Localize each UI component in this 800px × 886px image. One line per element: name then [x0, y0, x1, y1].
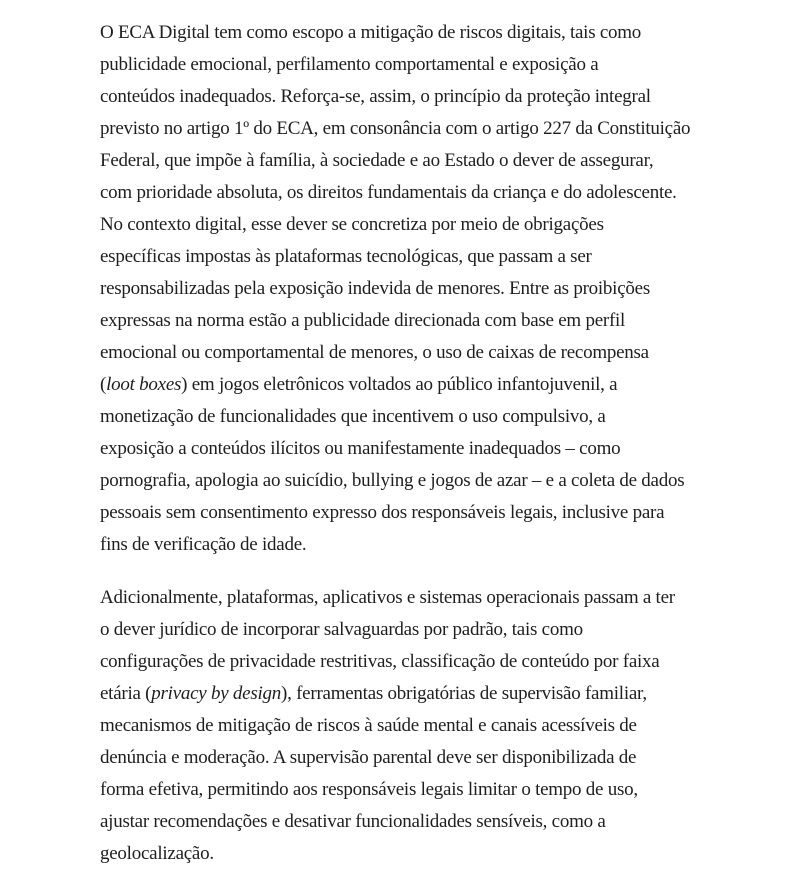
italic-phrase: loot boxes [106, 374, 182, 395]
text-line: monetização de funcionalidades que incentivem o uso compulsivo, a [100, 406, 606, 427]
text-line: mecanismos de mitigação de riscos à saúde mental e canais acessíveis de [100, 715, 637, 736]
text-line: emocional ou comportamental de menores, o uso de caixas de recompensa [100, 342, 649, 363]
text-line: No contexto digital, esse dever se concretiza por meio de obrigações [100, 214, 604, 235]
text-line: ajustar recomendações e desativar funcionalidades sensíveis, como a [100, 811, 606, 832]
text-line: expressas na norma estão a publicidade direcionada com base em perfil [100, 310, 626, 331]
text-line: fins de verificação de idade. [100, 534, 307, 555]
text-line: etária (privacy by design), ferramentas obrigatórias de supervisão familiar, [100, 683, 647, 704]
text-line: específicas impostas às plataformas tecnológicas, que passam a ser [100, 246, 592, 267]
text-line: com prioridade absoluta, os direitos fundamentais da criança e do adolescente. [100, 182, 677, 203]
text-line: configurações de privacidade restritivas, classificação de conteúdo por faixa [100, 651, 660, 672]
italic-phrase: privacy by design [151, 683, 282, 704]
paragraph-1 [100, 17, 710, 561]
paragraph-2 [100, 582, 710, 870]
text-line: geolocalização. [100, 843, 214, 864]
text-line: o dever jurídico de incorporar salvaguardas por padrão, tais como [100, 619, 583, 640]
text-line: (loot boxes) em jogos eletrônicos voltados ao público infantojuvenil, a [100, 374, 618, 395]
text-line: conteúdos inadequados. Reforça-se, assim, o princípio da proteção integral [100, 86, 651, 107]
text-line: Adicionalmente, plataformas, aplicativos e sistemas operacionais passam a ter [100, 587, 675, 608]
text-line: Federal, que impõe à família, à sociedade e ao Estado o dever de assegurar, [100, 150, 654, 171]
text-line: publicidade emocional, perfilamento comportamental e exposição a [100, 54, 599, 75]
text-line: exposição a conteúdos ilícitos ou manifestamente inadequados – como [100, 438, 621, 459]
text-line: responsabilizadas pela exposição indevida de menores. Entre as proibições [100, 278, 650, 299]
text-line: denúncia e moderação. A supervisão parental deve ser disponibilizada de [100, 747, 637, 768]
text-line: pessoais sem consentimento expresso dos responsáveis legais, inclusive para [100, 502, 665, 523]
text-line: forma efetiva, permitindo aos responsáveis legais limitar o tempo de uso, [100, 779, 638, 800]
text-line: pornografia, apologia ao suicídio, bullying e jogos de azar – e a coleta de dados [100, 470, 685, 491]
text-line: O ECA Digital tem como escopo a mitigação de riscos digitais, tais como [100, 22, 642, 43]
text-line: previsto no artigo 1º do ECA, em consonância com o artigo 227 da Constituição [100, 118, 691, 139]
